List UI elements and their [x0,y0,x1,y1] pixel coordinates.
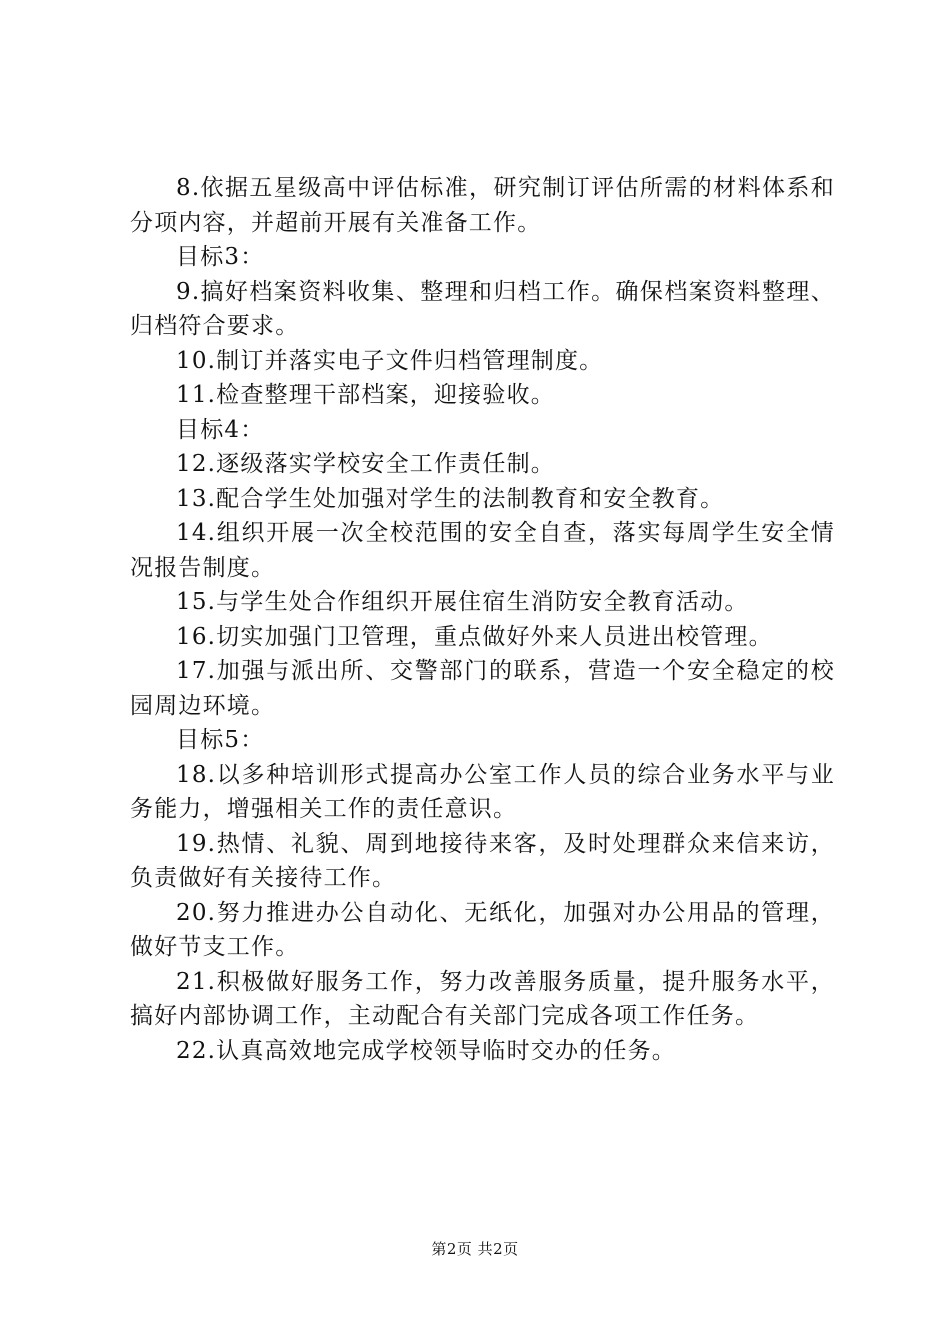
paragraph: 15.与学生处合作组织开展住宿生消防安全教育活动。 [176,589,749,615]
page-footer [0,1238,950,1259]
paragraph: 8.依据五星级高中评估标准，研究制订评估所需的材料体系和分项内容，并超前开展有关准备工作。 [130,175,835,236]
paragraph: 9.搞好档案资料收集、整理和归档工作。确保档案资料整理、归档符合要求。 [130,278,835,339]
paragraph: 21.积极做好服务工作，努力改善服务质量，提升服务水平，搞好内部协调工作，主动配合有关部门完成各项工作任务。 [130,968,835,1029]
paragraph: 17.加强与派出所、交警部门的联系，营造一个安全稳定的校园周边环境。 [130,658,835,719]
paragraph: 12.逐级落实学校安全工作责任制。 [176,451,555,477]
paragraph: 11.检查整理干部档案，迎接验收。 [176,382,555,408]
paragraph: 14.组织开展一次全校范围的安全自查，落实每周学生安全情况报告制度。 [130,520,835,581]
document-body [130,171,835,1068]
paragraph: 19.热情、礼貌、周到地接待来客，及时处理群众来信来访，负责做好有关接待工作。 [130,830,835,891]
section-heading: 目标4： [176,416,265,443]
paragraph: 16.切实加强门卫管理，重点做好外来人员进出校管理。 [176,623,773,650]
section-heading: 目标5： [176,727,265,753]
paragraph: 20.努力推进办公自动化、无纸化，加强对办公用品的管理，做好节支工作。 [130,899,835,960]
paragraph: 22.认真高效地完成学校领导临时交办的任务。 [176,1037,676,1064]
paragraph: 10.制订并落实电子文件归档管理制度。 [176,347,604,374]
paragraph: 13.配合学生处加强对学生的法制教育和安全教育。 [176,485,725,512]
section-heading: 目标3： [176,244,265,270]
page-number: 第2页 共2页 [431,1240,519,1258]
paragraph: 18.以多种培训形式提高办公室工作人员的综合业务水平与业务能力，增强相关工作的责任意识。 [130,761,835,822]
